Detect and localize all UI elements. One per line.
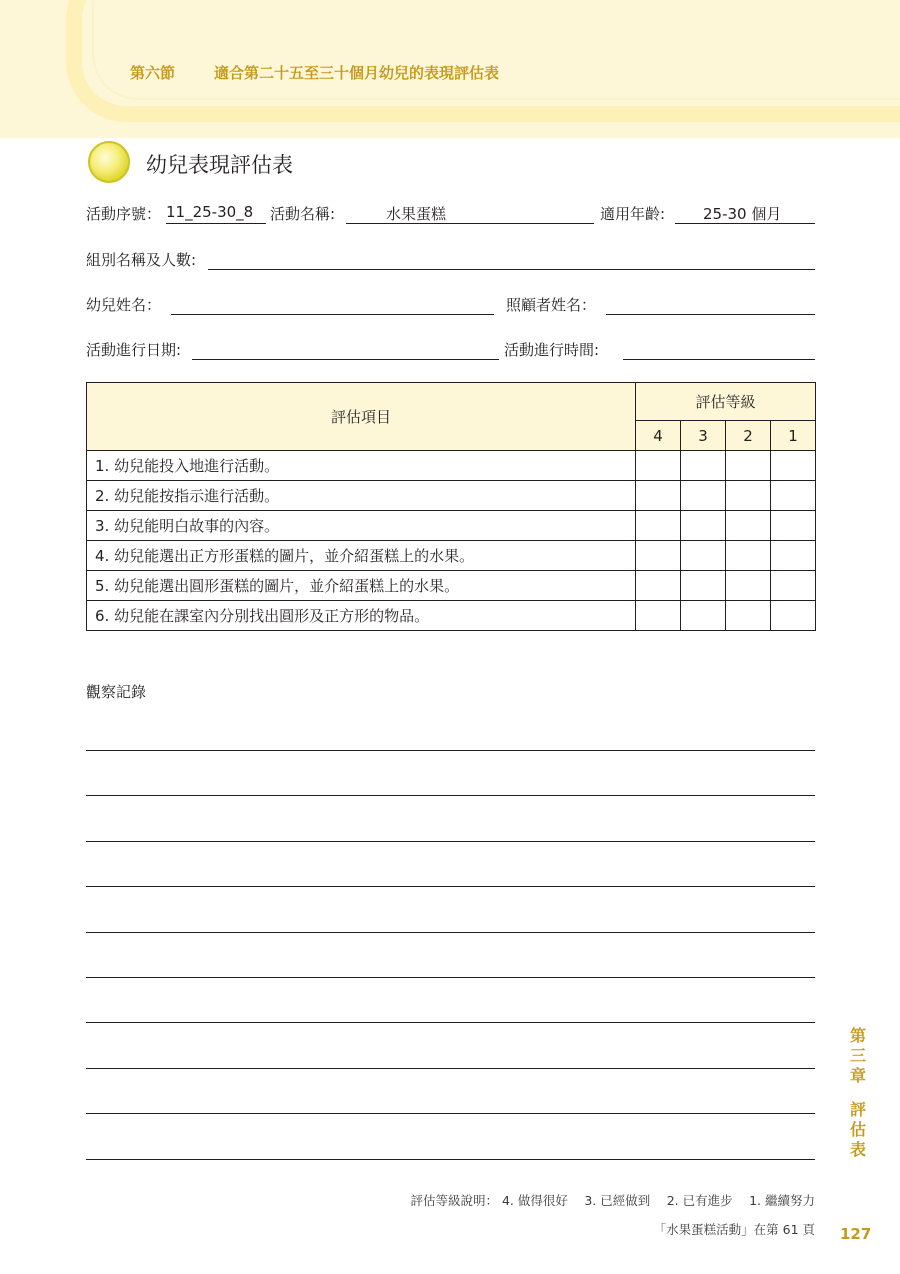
grade-checkbox[interactable] (681, 451, 726, 481)
date-field[interactable] (192, 339, 499, 360)
observation-line[interactable] (86, 1022, 815, 1023)
topic-label: 評估表 (849, 1100, 866, 1159)
form-title: 幼兒表現評估表 (146, 153, 293, 177)
page-number: 127 (840, 1225, 872, 1243)
activity-name-field[interactable] (346, 203, 594, 224)
grade-legend: 評估等級說明： 4. 做得很好 3. 已經做到 2. 已有進步 1. 繼續努力 (410, 1193, 815, 1208)
table-row (87, 571, 816, 601)
table-row (87, 511, 816, 541)
time-label: 活動進行時間: (504, 341, 600, 359)
grade-checkbox[interactable] (681, 601, 726, 631)
observation-label: 觀察記錄 (86, 683, 147, 701)
grade-checkbox[interactable] (681, 481, 726, 511)
item-label: 6. 幼兒能在課室內分別找出圓形及正方形的物品。 (87, 601, 636, 631)
table-row (87, 601, 816, 631)
observation-line[interactable] (86, 1068, 815, 1069)
grade-2-header: 2 (726, 421, 771, 451)
observation-line[interactable] (86, 1113, 815, 1114)
observation-line[interactable] (86, 841, 815, 842)
grade-3-header: 3 (681, 421, 726, 451)
observation-line[interactable] (86, 750, 815, 751)
activity-no-value: 11_25-30_8 (166, 203, 254, 221)
observation-line[interactable] (86, 886, 815, 887)
title-bullet-icon (88, 141, 130, 183)
evaluation-table (86, 382, 816, 631)
observation-line[interactable] (86, 1159, 815, 1160)
item-label: 2. 幼兒能按指示進行活動。 (87, 481, 636, 511)
activity-reference: 「水果蛋糕活動」在第 61 頁 (653, 1222, 815, 1237)
observation-line[interactable] (86, 977, 815, 978)
grade-checkbox[interactable] (771, 601, 816, 631)
activity-name-value: 水果蛋糕 (386, 205, 447, 223)
field-row-group (86, 249, 815, 271)
chapter-label: 第三章 (849, 1026, 866, 1085)
grade-checkbox[interactable] (636, 541, 681, 571)
table-row (87, 451, 816, 481)
section-title: 適合第二十五至三十個月幼兒的表現評估表 (214, 64, 500, 82)
grade-checkbox[interactable] (726, 511, 771, 541)
age-value: 25-30 個月 (703, 205, 782, 223)
group-field[interactable] (208, 249, 815, 270)
activity-no-label: 活動序號： (86, 205, 162, 223)
grade-checkbox[interactable] (771, 511, 816, 541)
grade-checkbox[interactable] (771, 451, 816, 481)
grade-checkbox[interactable] (681, 571, 726, 601)
grade-checkbox[interactable] (726, 601, 771, 631)
date-label: 活動進行日期: (86, 341, 182, 359)
age-field[interactable] (675, 203, 815, 224)
grade-checkbox[interactable] (771, 541, 816, 571)
grade-checkbox[interactable] (636, 571, 681, 601)
field-row-names (86, 294, 815, 316)
child-name-field[interactable] (171, 294, 494, 315)
table-row (87, 541, 816, 571)
grade-checkbox[interactable] (636, 451, 681, 481)
item-label: 5. 幼兒能選出圓形蛋糕的圖片，並介紹蛋糕上的水果。 (87, 571, 636, 601)
item-header: 評估項目 (87, 383, 636, 451)
grade-header: 評估等級 (636, 383, 816, 421)
observation-line[interactable] (86, 795, 815, 796)
grade-checkbox[interactable] (636, 511, 681, 541)
item-label: 4. 幼兒能選出正方形蛋糕的圖片，並介紹蛋糕上的水果。 (87, 541, 636, 571)
grade-checkbox[interactable] (681, 511, 726, 541)
grade-checkbox[interactable] (681, 541, 726, 571)
item-label: 3. 幼兒能明白故事的內容。 (87, 511, 636, 541)
activity-name-label: 活動名稱: (270, 205, 336, 223)
chapter-tab (848, 1026, 868, 1160)
grade-checkbox[interactable] (726, 541, 771, 571)
field-row-activity (86, 203, 815, 225)
age-label: 適用年齡: (600, 205, 666, 223)
section-label: 第六節 (130, 64, 176, 82)
item-label: 1. 幼兒能投入地進行活動。 (87, 451, 636, 481)
grade-1-header: 1 (771, 421, 816, 451)
field-row-datetime (86, 339, 815, 361)
table-row (87, 481, 816, 511)
grade-checkbox[interactable] (726, 451, 771, 481)
grade-checkbox[interactable] (771, 481, 816, 511)
time-field[interactable] (623, 339, 815, 360)
group-label: 組別名稱及人數: (86, 251, 197, 269)
observation-line[interactable] (86, 932, 815, 933)
grade-4-header: 4 (636, 421, 681, 451)
grade-checkbox[interactable] (636, 601, 681, 631)
caregiver-field[interactable] (606, 294, 815, 315)
child-name-label: 幼兒姓名： (86, 296, 162, 314)
grade-checkbox[interactable] (636, 481, 681, 511)
grade-checkbox[interactable] (771, 571, 816, 601)
caregiver-label: 照顧者姓名： (506, 296, 597, 314)
activity-no-field[interactable] (166, 203, 266, 224)
header-inner-frame (92, 0, 900, 100)
grade-checkbox[interactable] (726, 571, 771, 601)
grade-checkbox[interactable] (726, 481, 771, 511)
